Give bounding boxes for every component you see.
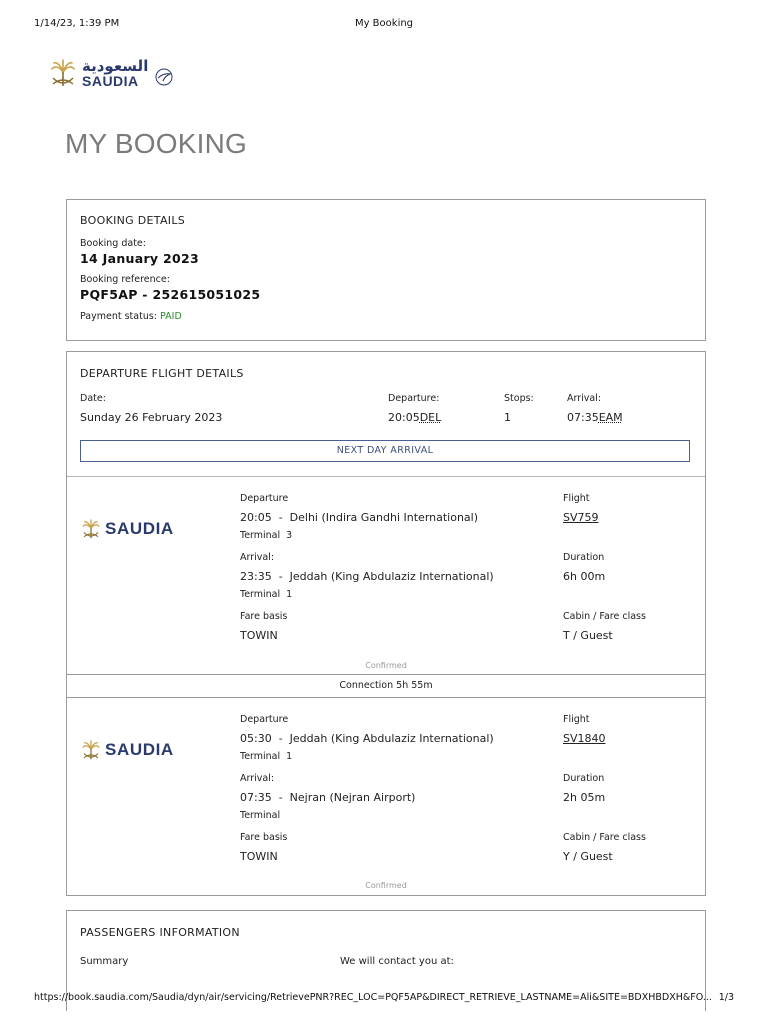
segment-1-arrival-label: Arrival: bbox=[240, 552, 275, 563]
segment-2-cabin-value: Y / Guest bbox=[563, 850, 613, 863]
flight-date-label: Date: bbox=[80, 393, 106, 404]
page-number: 1/3 bbox=[718, 992, 734, 1003]
segment-2-arrival-label: Arrival: bbox=[240, 773, 275, 784]
segment-1-status: Confirmed bbox=[365, 661, 407, 670]
segment-2-flight-link[interactable]: SV1840 bbox=[563, 732, 606, 745]
page-title: MY BOOKING bbox=[65, 128, 247, 159]
segment-1-cabin-label: Cabin / Fare class bbox=[563, 611, 646, 622]
palm-swords-icon bbox=[81, 738, 101, 762]
segment-1-arrival-terminal: Terminal 1 bbox=[240, 589, 293, 600]
bird-emblem-icon bbox=[154, 67, 174, 87]
departure-label: Departure: bbox=[388, 393, 440, 404]
booking-reference-value: PQF5AP - 252615051025 bbox=[80, 287, 261, 302]
segment-2-flight-label: Flight bbox=[563, 714, 590, 725]
segment-2-airline-logo bbox=[81, 738, 174, 762]
segment-2-departure-label: Departure bbox=[240, 714, 289, 725]
segment-1-airline-logo bbox=[81, 517, 174, 541]
departure-time: 20:05 bbox=[388, 411, 420, 424]
stops-value: 1 bbox=[504, 411, 511, 424]
segment-1-departure-label: Departure bbox=[240, 493, 289, 504]
segment-1-fare-label: Fare basis bbox=[240, 611, 288, 622]
departure-airport-code: DEL bbox=[419, 411, 442, 424]
booking-date-label: Booking date: bbox=[80, 238, 146, 249]
departure-title: DEPARTURE FLIGHT DETAILS bbox=[80, 367, 244, 380]
arrival-summary bbox=[567, 411, 623, 424]
segment-2-duration-value: 2h 05m bbox=[563, 791, 606, 804]
segment-2-cabin-label: Cabin / Fare class bbox=[563, 832, 646, 843]
booking-details-card bbox=[66, 199, 706, 341]
palm-swords-icon bbox=[81, 517, 101, 541]
payment-status bbox=[80, 311, 182, 322]
print-footer bbox=[34, 992, 734, 1006]
stops-label: Stops: bbox=[504, 393, 534, 404]
contact-label: We will contact you at: bbox=[340, 956, 454, 967]
segment-2-fare-value: TOWIN bbox=[240, 850, 278, 863]
brand-latin: SAUDIA bbox=[82, 72, 139, 89]
segment-1-departure-terminal: Terminal 3 bbox=[240, 530, 293, 541]
print-datetime: 1/14/23, 1:39 PM bbox=[34, 18, 120, 29]
payment-status-value: PAID bbox=[160, 311, 182, 322]
segment-1-flight-label: Flight bbox=[563, 493, 590, 504]
segment-2-arrival-value: 07:35 - Nejran (Nejran Airport) bbox=[240, 791, 416, 804]
connection-info: Connection 5h 55m bbox=[67, 674, 705, 698]
segment-2-departure-terminal: Terminal 1 bbox=[240, 751, 293, 762]
booking-details-title: BOOKING DETAILS bbox=[80, 214, 186, 227]
segment-1-arrival-value: 23:35 - Jeddah (King Abdulaziz International) bbox=[240, 570, 494, 583]
page-url: https://book.saudia.com/Saudia/dyn/air/servicing/RetrievePNR?REC_LOC=PQF5AP&DIRECT_RETRIEVE_LASTNAME=Ali&SITE=BDXHBDXH&FO... bbox=[34, 992, 712, 1003]
summary-label: Summary bbox=[80, 956, 129, 967]
segment-1-duration-value: 6h 00m bbox=[563, 570, 606, 583]
print-header bbox=[34, 18, 734, 32]
segment-1-flight-link[interactable]: SV759 bbox=[563, 511, 599, 524]
segment-2-fare-label: Fare basis bbox=[240, 832, 288, 843]
segment-1-airline-name: SAUDIA bbox=[105, 519, 174, 538]
brand-arabic: السعودية bbox=[82, 56, 149, 75]
segment-1-duration-label: Duration bbox=[563, 552, 605, 563]
arrival-airport-code: EAM bbox=[598, 411, 623, 424]
segment-1-fare-value: TOWIN bbox=[240, 629, 278, 642]
departure-flight-card bbox=[66, 351, 706, 896]
flight-date-value: Sunday 26 February 2023 bbox=[80, 411, 223, 424]
departure-summary bbox=[388, 411, 441, 424]
arrival-time: 07:35 bbox=[567, 411, 599, 424]
arrival-label: Arrival: bbox=[567, 393, 602, 404]
palm-swords-icon bbox=[50, 56, 76, 90]
booking-reference-label: Booking reference: bbox=[80, 274, 170, 285]
payment-status-label: Payment status: bbox=[80, 311, 158, 322]
segment-2-status: Confirmed bbox=[365, 881, 407, 890]
booking-date-value: 14 January 2023 bbox=[80, 251, 200, 266]
segment-divider bbox=[67, 476, 705, 477]
segment-2-duration-label: Duration bbox=[563, 773, 605, 784]
segment-2-arrival-terminal: Terminal bbox=[240, 810, 281, 821]
print-doc-title: My Booking bbox=[354, 18, 414, 29]
segment-2-departure-value: 05:30 - Jeddah (King Abdulaziz International) bbox=[240, 732, 494, 745]
segment-1-departure-value: 20:05 - Delhi (Indira Gandhi International) bbox=[240, 511, 479, 524]
next-day-arrival-banner: NEXT DAY ARRIVAL bbox=[80, 440, 690, 462]
passengers-title: PASSENGERS INFORMATION bbox=[80, 926, 240, 939]
segment-2-airline-name: SAUDIA bbox=[105, 740, 174, 759]
segment-1-cabin-value: T / Guest bbox=[563, 629, 613, 642]
saudia-logo[interactable] bbox=[50, 56, 174, 90]
